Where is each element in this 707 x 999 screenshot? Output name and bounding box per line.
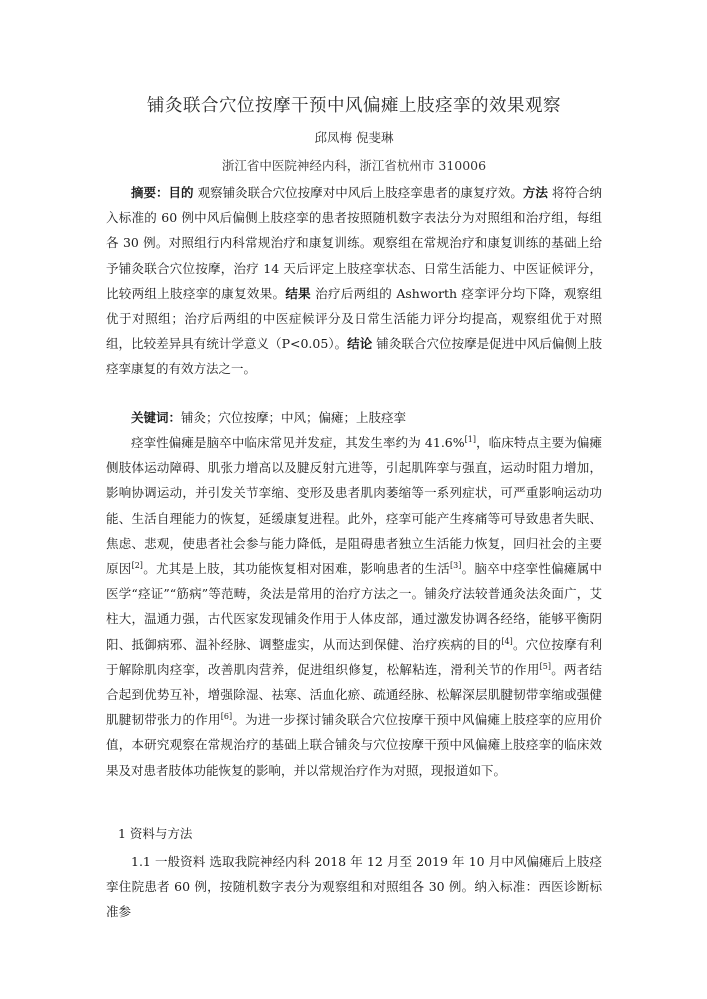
intro-text: 。为进一步探讨铺灸联合穴位按摩干预中风偏瘫上肢痉挛的应用价值，本研究观察在常规治疗的基础上联合铺灸与穴位按摩干预中风偏瘫上肢痉挛的临床效果及对患者肢体功能恢复的影响，并以常规治疗作为对照，现报道如下。 <box>106 712 602 778</box>
citation: [6] <box>220 712 233 722</box>
methods-label: 方法 <box>522 185 548 200</box>
citation: [2] <box>131 560 143 570</box>
citation: [1] <box>464 434 476 444</box>
intro-text: 。尤其是上肢，其功能恢复相对困难，影响患者的生活 <box>142 561 451 577</box>
abstract <box>106 180 602 382</box>
keywords <box>106 405 602 430</box>
results-label: 结果 <box>285 285 311 301</box>
results-text: 治疗后两组的 Ashworth 痉挛评分均下降，观察组优于对照组；治疗后两组的中医症候评分及日常生活能力评分均提高，观察组优于对照组，比较差异具有统计学意义（P<0.05）。 <box>106 285 602 352</box>
intro-text: 。穴位按摩有利于解除肌肉痉挛，改善肌肉营养，促进组织修复，松解粘连，滑利关节的作用 <box>106 636 602 677</box>
citation: [5] <box>539 661 551 671</box>
citation: [4] <box>501 636 513 646</box>
subsection-text: 选取我院神经内科 2018 年 12 月至 2019 年 10 月中风偏瘫后上肢痉挛住院患者 60 例，按随机数字表分为观察组和对照组各 30 例。纳入标准：西医诊断标准参 <box>106 854 602 920</box>
section-heading-text: 1 资料与方法 <box>118 826 193 841</box>
methods-text: 将符合纳入标准的 60 例中风后偏侧上肢痉挛的患者按照随机数字表法分为对照组和治疗组，每组各 30 例。对照组行内科常规治疗和康复训练。观察组在常规治疗和康复训练的基础上给予铺灸联合穴位按摩，治疗 14 天后评定上肢痉挛状态、日常生活能力、中医证候评分，比较两组上肢痉挛的康复效果。 <box>106 185 602 301</box>
introduction <box>106 430 602 783</box>
subsection <box>106 849 602 925</box>
intro-text: ，临床特点主要为偏瘫侧肢体运动障碍、肌张力增高以及腱反射亢进等，引起肌阵挛与强直，运动时阻力增加，影响协调运动，并引发关节挛缩、变形及患者肌肉萎缩等一系列症状，可严重影响运动功能、生活自理能力的恢复，延缓康复进程。此外，痉挛可能产生疼痛等可导致患者失眠、焦虑、悲观，使患者社会参与能力降低，是阻碍患者独立生活能力恢复，回归社会的主要原因 <box>106 435 602 577</box>
abstract-label: 摘要： <box>131 185 169 200</box>
affiliation: 浙江省中医院神经内科，浙江省杭州市 310006 <box>221 158 487 173</box>
citation: [3] <box>450 560 462 570</box>
authors: 邱凤梅 倪斐琳 <box>314 130 394 145</box>
paper-title: 铺灸联合穴位按摩干预中风偏瘫上肢痉挛的效果观察 <box>147 96 561 116</box>
section-heading <box>106 824 602 842</box>
intro-text: 痉挛性偏瘫是脑卒中临床常见并发症，其发生率约为 41.6% <box>131 435 465 450</box>
conclusion-text: 铺灸联合穴位按摩是促进中风后偏侧上肢痉挛康复的有效方法之一。 <box>106 336 602 377</box>
keywords-text: 铺灸；穴位按摩；中风；偏瘫；上肢痉挛 <box>181 410 407 425</box>
keywords-label: 关键词： <box>131 410 182 425</box>
conclusion-label: 结论 <box>347 336 373 352</box>
subsection-label: 1.1 一般资料 <box>131 854 206 869</box>
intro-text: 。脑卒中痉挛性偏瘫属中医学“痉证”“筋病”等范畴，灸法是常用的治疗方法之一。铺灸疗法较普通灸法灸面广，艾柱大，温通力强，古代医家发现铺灸作用于人体皮部，通过激发协调各经络，能够平衡阴阳、抵御病邪、温补经脉、调整虚实，从而达到保健、治疗疾病的目的 <box>106 561 602 652</box>
objective-text: 观察铺灸联合穴位按摩对中风后上肢痉挛患者的康复疗效。 <box>193 185 523 200</box>
intro-text: 。两者结合起到优势互补，增强除湿、祛寒、活血化瘀、疏通经脉、松解深层肌腱韧带挛缩或强健肌腱韧带张力的作用 <box>106 661 602 728</box>
objective-label: 目的 <box>168 185 194 200</box>
